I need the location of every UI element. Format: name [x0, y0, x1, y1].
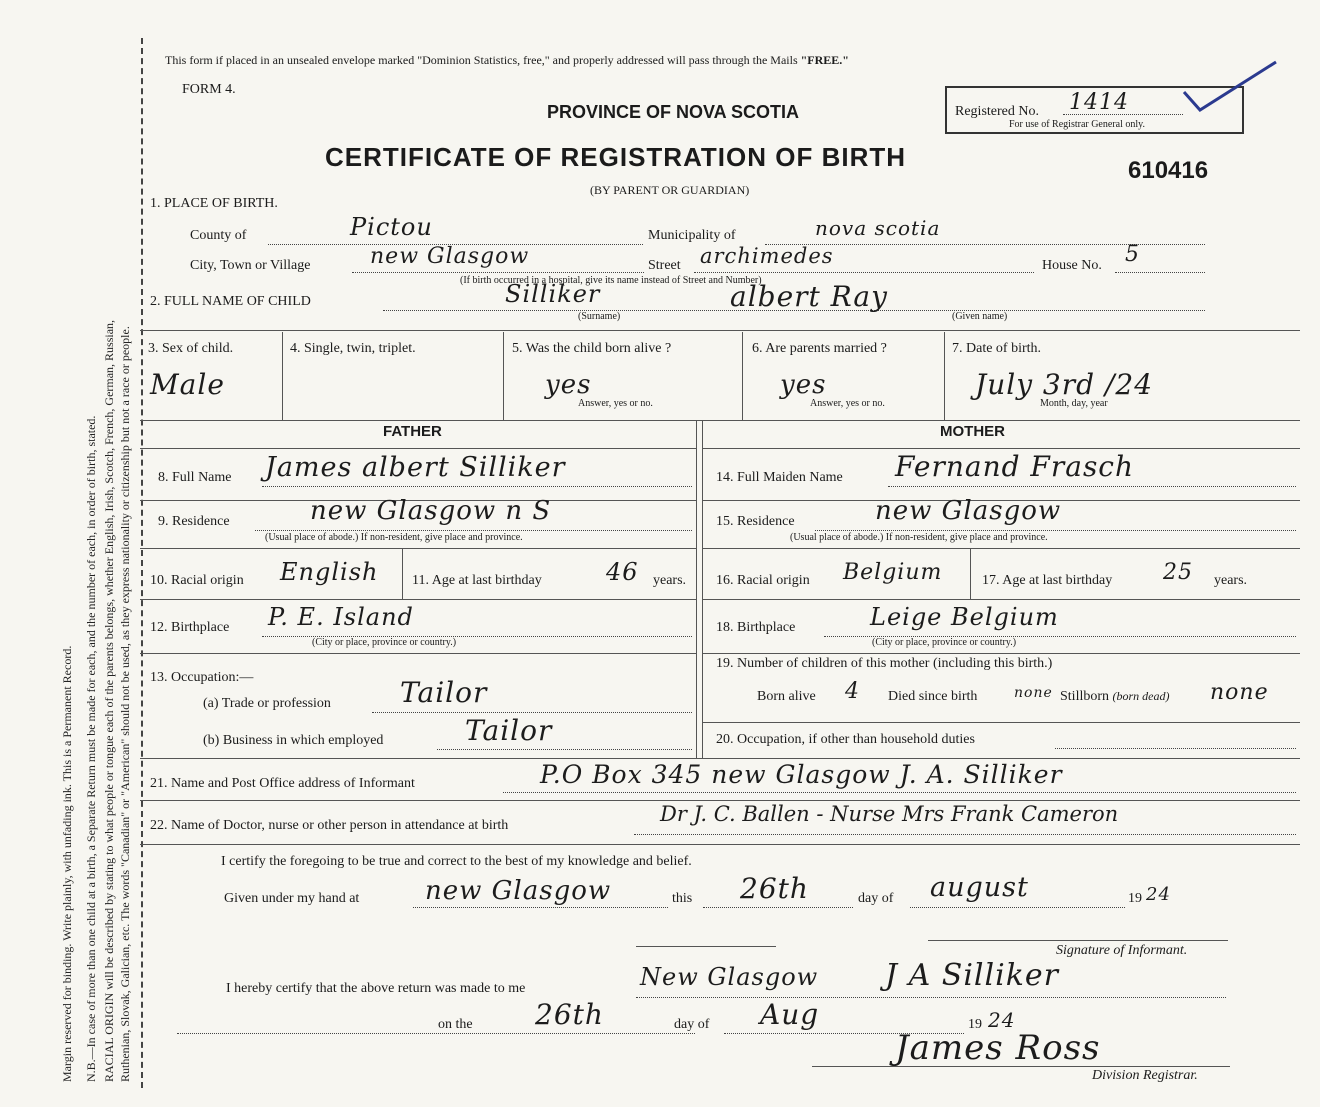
mother-age-label: 17. Age at last birthday [982, 573, 1113, 588]
county-value: Pictou [350, 213, 433, 241]
born-alive-caption: Answer, yes or no. [578, 398, 653, 409]
divider [140, 758, 1300, 759]
mother-name-line [888, 486, 1296, 487]
margin-racial-note-2: Ruthenian, Slovak, Galician, etc. The words "Canadian" or "American" should not be used, as they express nationality or citizenship but not a race or people. [118, 326, 132, 1082]
mother-race-value: Belgium [843, 560, 943, 585]
city-line [352, 272, 644, 273]
divider [702, 722, 1300, 723]
mother-name-value: Fernand Frasch [895, 450, 1135, 483]
informant-signature: J A Silliker [885, 958, 1059, 993]
married-label: 6. Are parents married ? [752, 341, 887, 356]
street-value: archimedes [700, 244, 834, 268]
divider [140, 844, 1300, 845]
divider [702, 420, 703, 758]
mother-race-label: 16. Racial origin [716, 573, 810, 588]
page-title: CERTIFICATE OF REGISTRATION OF BIRTH [325, 142, 907, 172]
mother-age-years: years. [1214, 573, 1248, 588]
born-alive-value: yes [545, 370, 592, 400]
doctor-line [634, 834, 1296, 835]
mother-heading: MOTHER [940, 423, 1005, 440]
died-since-birth-value: none [1014, 685, 1053, 701]
mother-occupation-label: 20. Occupation, if other than household duties [716, 732, 975, 747]
divider [742, 332, 743, 420]
mother-residence-line [815, 530, 1296, 531]
father-age-value: 46 [606, 558, 639, 586]
dob-label: 7. Date of birth. [952, 341, 1042, 356]
divider [140, 800, 1300, 801]
mother-residence-caption: (Usual place of abode.) If non-resident, give place and province. [790, 532, 1048, 543]
plurality-label: 4. Single, twin, triplet. [290, 341, 416, 356]
registrar-sig-line [812, 1066, 1230, 1067]
father-trade-value: Tailor [400, 676, 488, 709]
mother-birthplace-caption: (City or place, province or country.) [872, 637, 1017, 648]
return-label: I hereby certify that the above return was made to me [226, 981, 526, 996]
registrar-year-prefix: 19 [968, 1017, 982, 1032]
father-residence-line [255, 530, 692, 531]
registrar-month-value: Aug [760, 998, 820, 1031]
father-residence-caption: (Usual place of abode.) If non-resident, give place and province. [265, 532, 523, 543]
informant-value: P.O Box 345 new Glasgow J. A. Silliker [540, 760, 1063, 789]
mother-residence-value: new Glasgow [875, 496, 1062, 526]
father-name-label: 8. Full Name [158, 470, 232, 485]
sex-label: 3. Sex of child. [148, 341, 234, 356]
divider [140, 330, 1300, 331]
given-label: Given under my hand at [224, 891, 360, 906]
informant-line [503, 792, 1296, 793]
house-label: House No. [1042, 258, 1102, 273]
municipality-value: nova scotia [815, 216, 941, 240]
child-given-value: albert Ray [730, 280, 888, 313]
divider [944, 332, 945, 420]
father-birthplace-label: 12. Birthplace [150, 620, 230, 635]
mother-birthplace-label: 18. Birthplace [716, 620, 796, 635]
given-caption: (Given name) [952, 311, 1008, 322]
divider [702, 448, 1300, 449]
divider [970, 549, 971, 599]
father-occupation-label: 13. Occupation:— [150, 670, 254, 685]
registrar-day-of-label: day of [674, 1017, 710, 1032]
return-place-line [636, 997, 1226, 998]
place-heading: 1. PLACE OF BIRTH. [150, 196, 278, 211]
divider [140, 448, 696, 449]
dob-value: July 3rd /24 [975, 368, 1154, 401]
street-label: Street [648, 258, 681, 273]
form-number: FORM 4. [182, 82, 236, 97]
stillborn-value: none [1210, 680, 1269, 705]
doctor-value: Dr J. C. Ballen - Nurse Mrs Frank Cameron [660, 802, 1119, 826]
registrar-year-value: 24 [988, 1008, 1016, 1032]
father-birthplace-caption: (City or place, province or country.) [312, 637, 457, 648]
given-this-label: this [672, 891, 693, 906]
informant-label: 21. Name and Post Office address of Informant [150, 776, 415, 791]
registered-line [1063, 114, 1183, 115]
divider [702, 548, 1300, 549]
married-value: yes [780, 370, 827, 400]
house-line [1115, 272, 1205, 273]
divider [636, 946, 776, 947]
divider [140, 653, 696, 654]
given-day-value: 26th [740, 872, 809, 905]
municipality-label: Municipality of [648, 228, 736, 243]
given-day-of-label: day of [858, 891, 894, 906]
born-alive-label: 5. Was the child born alive ? [512, 341, 672, 356]
divider [140, 420, 1300, 421]
surname-caption: (Surname) [578, 311, 621, 322]
margin-racial-note-1: RACIAL ORIGIN will be described by stating to what people or tongue each of the parents belongs, whether English, Irish, Scotch, French, German, Russian, [102, 319, 116, 1082]
divider [402, 549, 403, 599]
sex-value: Male [150, 368, 225, 401]
city-label: City, Town or Village [190, 258, 311, 273]
county-label: County of [190, 228, 247, 243]
informant-sig-line [928, 940, 1228, 941]
given-month-value: august [930, 872, 1029, 903]
dob-caption: Month, day, year [1040, 398, 1108, 409]
father-business-line [437, 749, 692, 750]
registrar-on-the-label: on the [438, 1017, 473, 1032]
married-caption: Answer, yes or no. [810, 398, 885, 409]
father-residence-label: 9. Residence [158, 514, 230, 529]
registered-value: 1414 [1069, 90, 1129, 115]
mother-occupation-line [1055, 748, 1296, 749]
mother-birthplace-value: Leige Belgium [870, 603, 1059, 631]
father-birthplace-value: P. E. Island [268, 603, 414, 631]
stillborn-label: Stillborn (born dead) [1060, 689, 1170, 704]
father-name-value: James albert Silliker [265, 452, 566, 483]
registrar-signature: James Ross [895, 1028, 1101, 1068]
given-year-prefix: 19 [1128, 891, 1142, 906]
checkmark-icon [1180, 58, 1280, 118]
born-alive-count-label: Born alive [757, 689, 816, 704]
mother-age-value: 25 [1163, 560, 1193, 585]
return-place-value: New Glasgow [640, 963, 819, 991]
given-year-value: 24 [1146, 884, 1171, 905]
divider [702, 599, 1300, 600]
given-place-line [413, 907, 668, 908]
registrar-day-value: 26th [535, 998, 604, 1031]
province-heading: PROVINCE OF NOVA SCOTIA [547, 102, 800, 122]
child-name-label: 2. FULL NAME OF CHILD [150, 294, 311, 309]
died-since-birth-label: Died since birth [888, 689, 978, 704]
street-line [694, 272, 1034, 273]
born-alive-count-value: 4 [845, 679, 860, 704]
divider [503, 332, 504, 420]
given-day-line [703, 907, 853, 908]
father-age-years: years. [653, 573, 687, 588]
registrar-caption: Division Registrar. [1092, 1068, 1198, 1083]
divider [140, 548, 696, 549]
given-month-line [910, 907, 1125, 908]
page-subtitle: (BY PARENT OR GUARDIAN) [590, 183, 750, 197]
margin-fold-line [141, 38, 143, 1088]
margin-binding-note: Margin reserved for binding. Write plainly, with unfading ink. This is a Permanent Record. [60, 645, 74, 1082]
mother-residence-label: 15. Residence [716, 514, 795, 529]
margin-nb-note: N.B.—In case of more than one child at a birth, a Separate Return must be made for each, and the number of each, in order of birth, stated. [84, 415, 98, 1082]
given-place-value: new Glasgow [425, 876, 612, 906]
mother-name-label: 14. Full Maiden Name [716, 470, 843, 485]
mother-children-label: 19. Number of children of this mother (including this birth.) [716, 656, 1053, 671]
divider [702, 653, 1300, 654]
father-business-label: (b) Business in which employed [203, 733, 384, 748]
informant-sig-caption: Signature of Informant. [1056, 943, 1188, 958]
father-race-label: 10. Racial origin [150, 573, 244, 588]
registrar-use-note: For use of Registrar General only. [1009, 119, 1145, 130]
father-name-line [262, 486, 692, 487]
father-age-label: 11. Age at last birthday [412, 573, 542, 588]
doctor-label: 22. Name of Doctor, nurse or other person in attendance at birth [150, 818, 509, 833]
divider [696, 420, 697, 758]
father-heading: FATHER [383, 423, 442, 440]
house-value: 5 [1125, 242, 1140, 267]
hospital-note: (If birth occurred in a hospital, give its name instead of Street and Number) [460, 275, 762, 286]
mail-notice: This form if placed in an unsealed envelope marked "Dominion Statistics, free," and properly addressed will pass through the Mails "FREE." [165, 53, 849, 67]
certify-statement: I certify the foregoing to be true and correct to the best of my knowledge and belief. [221, 854, 692, 869]
child-surname-value: Silliker [505, 280, 601, 308]
registrar-day-line [177, 1033, 695, 1034]
registered-label: Registered No. [955, 104, 1039, 119]
father-residence-value: new Glasgow n S [310, 496, 552, 526]
divider [282, 332, 283, 420]
father-trade-line [372, 712, 692, 713]
father-trade-label: (a) Trade or profession [203, 696, 331, 711]
city-value: new Glasgow [370, 244, 530, 269]
divider [140, 599, 696, 600]
father-business-value: Tailor [465, 714, 553, 747]
serial-number: 610416 [1128, 157, 1209, 184]
father-race-value: English [280, 558, 379, 586]
